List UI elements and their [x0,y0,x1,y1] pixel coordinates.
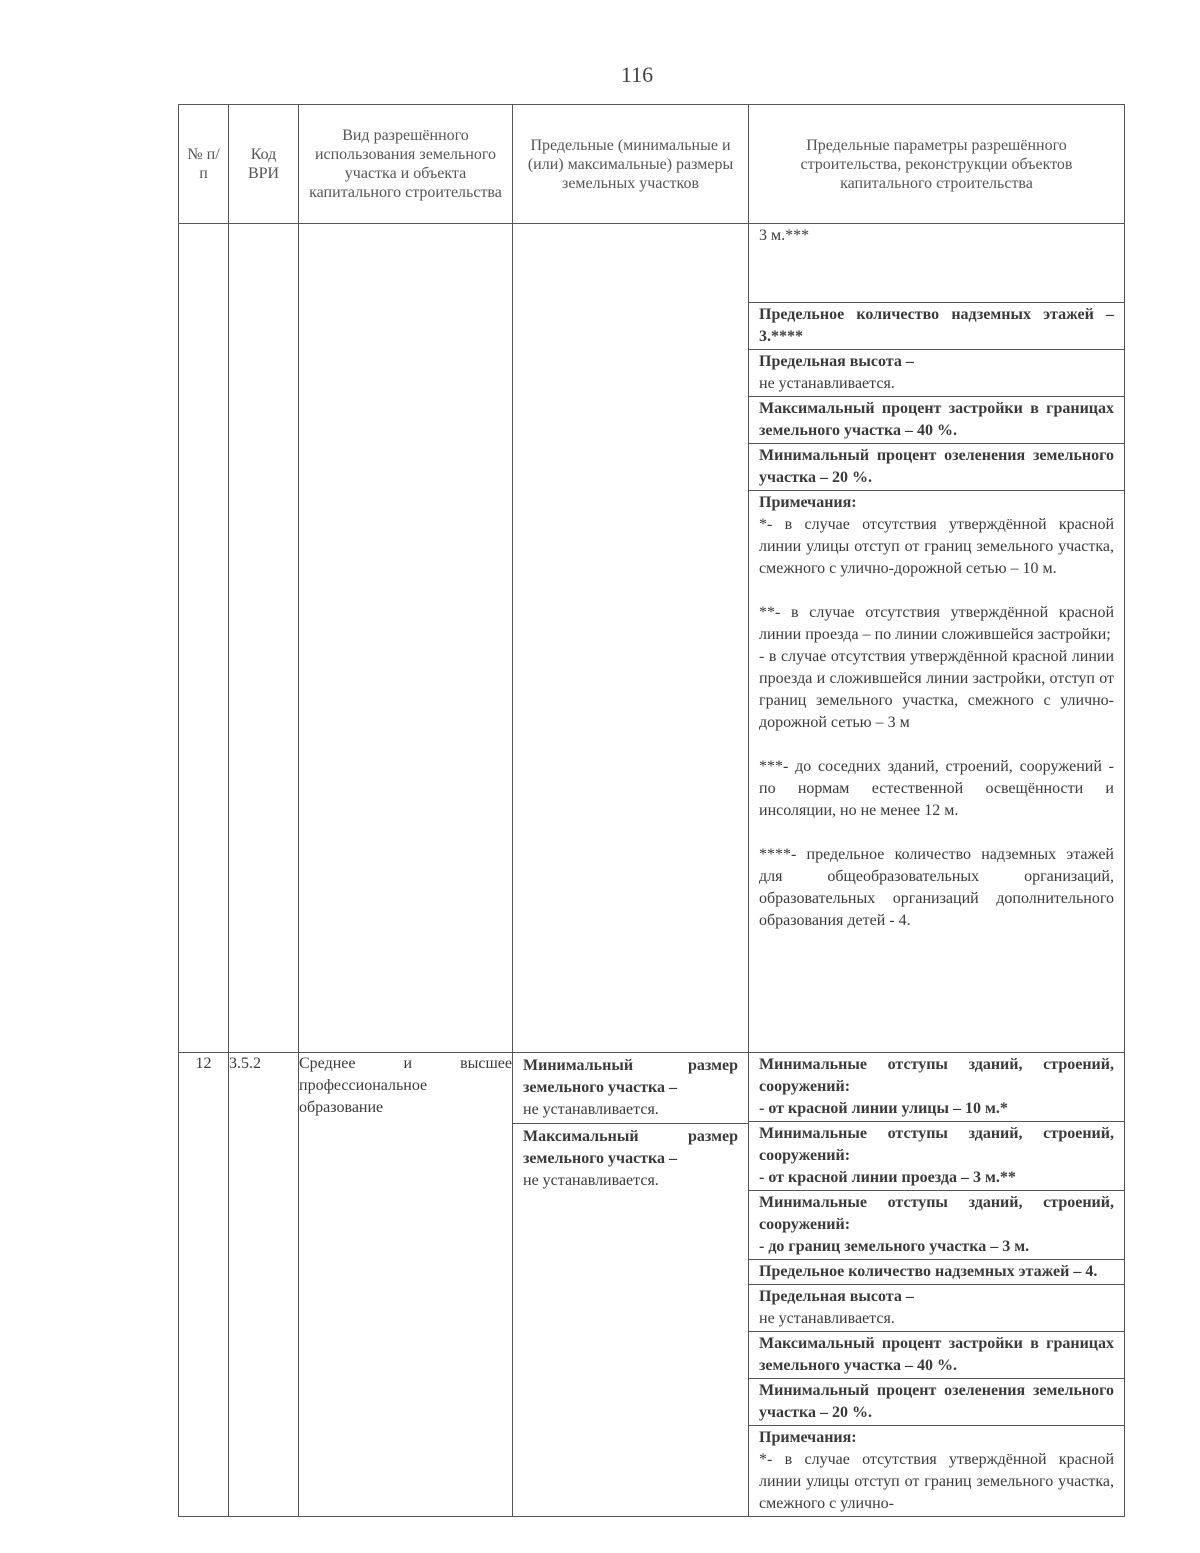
notes-title: Примечания: [759,494,857,511]
param-cont-height [749,350,1124,397]
regulations-table [178,104,1125,1517]
note-2b: - в случае отсутствия утверждённой красной линии проезда и сложившейся линии застройки, отступ от границ земельного участка, смежного с улично-дорожной сетью – 3 м [759,648,1114,731]
param-label: Минимальные отступы зданий, строений, сооружений: [759,1056,1114,1095]
param-value: - от красной линии улицы – 10 м.* [759,1100,1008,1117]
cell-params [749,1053,1125,1517]
note-1: *- в случае отсутствия утверждённой красной линии улицы отступ от границ земельного участка, смежного с улично- [759,1451,1114,1512]
param-value: не устанавливается. [759,1310,895,1327]
notes-title: Примечания: [759,1429,857,1446]
param-value: не устанавливается. [759,375,895,392]
cell-params [749,224,1125,1053]
header-code: Код ВРИ [229,105,299,224]
cell-use: Среднее и высшее профессиональное образование [299,1053,513,1517]
cell-use [299,224,513,1053]
size-min-label: Минимальный размер земельного участка – [523,1057,738,1096]
param-height [749,1285,1124,1332]
size-min [513,1053,748,1124]
param-setback-border [749,1191,1124,1260]
cell-num [179,224,229,1053]
param-notes [749,1426,1124,1516]
param-value: - от красной линии проезда – 3 м.** [759,1169,1016,1186]
cell-code [229,224,299,1053]
note-2a: **- в случае отсутствия утверждённой красной линии проезда – по линии сложившейся застройки; [759,604,1114,643]
size-max [513,1124,748,1194]
param-setback-street [749,1053,1124,1122]
header-use: Вид разрешённого использования земельного участка и объекта капитального строительства [299,105,513,224]
table-header-row [179,105,1125,224]
cell-sizes [513,1053,749,1517]
param-cont-build-percent: Максимальный процент застройки в границах земельного участка – 40 %. [749,397,1124,444]
param-cont-notes [749,491,1124,933]
size-max-label: Максимальный размер земельного участка – [523,1128,738,1167]
cell-sizes [513,224,749,1053]
param-label: Предельная высота – [759,1288,914,1305]
page-number: 116 [620,62,654,87]
param-floors: Предельное количество надземных этажей – 4. [749,1260,1124,1285]
param-cont-green-percent: Минимальный процент озеленения земельного участка – 20 %. [749,444,1124,491]
note-4: ****- предельное количество надземных этажей для общеобразовательных организаций, образовательных организаций дополнительного образования детей - 4. [759,846,1114,929]
table-row-continuation [179,224,1125,1053]
param-label: Минимальные отступы зданий, строений, сооружений: [759,1125,1114,1164]
cell-num: 12 [179,1053,229,1517]
header-sizes: Предельные (минимальные и (или) максимальные) размеры земельных участков [513,105,749,224]
param-value: - до границ земельного участка – 3 м. [759,1238,1030,1255]
param-label: Предельная высота – [759,353,914,370]
cell-code: 3.5.2 [229,1053,299,1517]
param-build-percent: Максимальный процент застройки в границах земельного участка – 40 %. [749,1332,1124,1379]
size-min-value: не устанавливается. [523,1101,659,1118]
param-green-percent: Минимальный процент озеленения земельного участка – 20 %. [749,1379,1124,1426]
header-num: № п/п [179,105,229,224]
note-3: ***- до соседних зданий, строений, сооружений - по нормам естественной освещённости и инсоляции, но не менее 12 м. [759,758,1114,819]
param-label: Минимальные отступы зданий, строений, сооружений: [759,1194,1114,1233]
size-max-value: не устанавливается. [523,1172,659,1189]
header-params: Предельные параметры разрешённого строительства, реконструкции объектов капитального строительства [749,105,1125,224]
table-row-12 [179,1053,1125,1517]
param-cont-0: 3 м.*** [749,224,1124,303]
note-1: *- в случае отсутствия утверждённой красной линии улицы отступ от границ земельного участка, смежного с улично-дорожной сетью – 10 м. [759,516,1114,577]
param-setback-drive [749,1122,1124,1191]
param-cont-floors: Предельное количество надземных этажей – 3.**** [749,303,1124,350]
